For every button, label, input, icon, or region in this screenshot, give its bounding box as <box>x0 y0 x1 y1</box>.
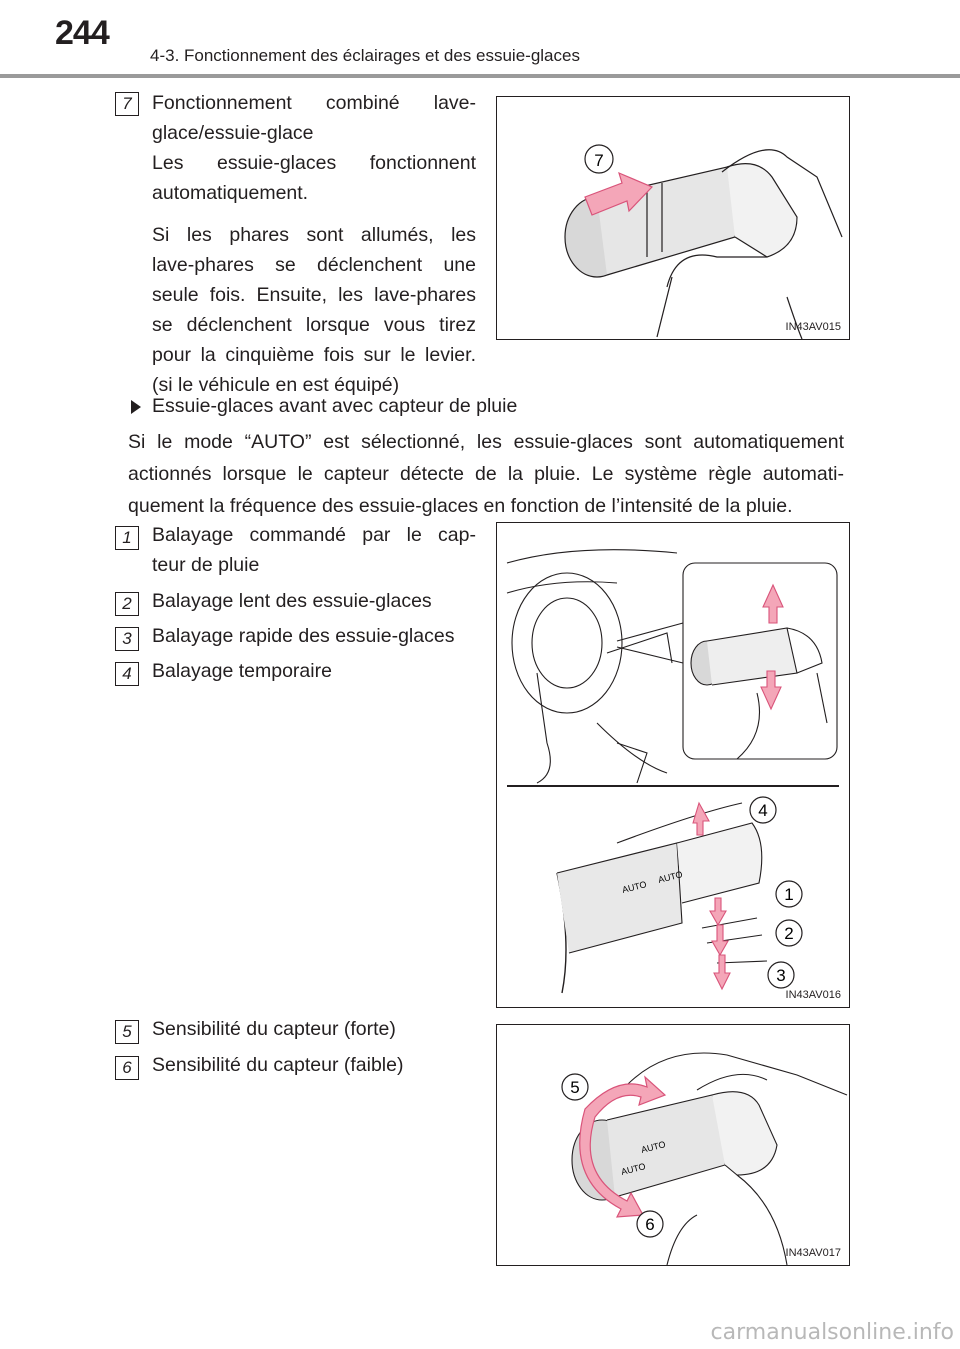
item-number-badge: 1 <box>115 526 139 550</box>
arrow-down-icon <box>714 955 730 989</box>
item-number-badge: 5 <box>115 1020 139 1044</box>
lever-auto-label: AUTO <box>640 1139 667 1155</box>
paragraph-line: actionnés lorsque le capteur détecte de la pluie. Le système règle automati- <box>128 463 844 485</box>
figure-combined-washer-lever <box>496 96 850 340</box>
figure-code: IN43AV015 <box>785 321 841 333</box>
lever-auto-label: AUTO <box>657 869 684 885</box>
paragraph-line: Si le mode “AUTO” est sélectionné, les essuie-glaces sont automatiquement <box>128 431 844 453</box>
item-number-badge: 4 <box>115 662 139 686</box>
bullet-triangle-icon <box>131 400 141 414</box>
section-title: 4-3. Fonctionnement des éclairages et des essuie-glaces <box>150 46 580 65</box>
item-line: Balayage commandé par le cap- <box>152 524 476 546</box>
figure-sensor-sensitivity-lever <box>496 1024 850 1266</box>
arrow-up-icon <box>693 803 709 835</box>
item7-para2-line: seule fois. Ensuite, les lave-phares <box>152 284 476 306</box>
item7-para1-line: automatiquement. <box>152 182 309 204</box>
figure3-callout: 6 <box>645 1215 655 1234</box>
item-description: Balayage rapide des essuie-glaces <box>152 625 455 647</box>
sensitivity-ring-illustration <box>497 1025 849 1265</box>
item-number-badge: 3 <box>115 627 139 651</box>
figure2-callout: 4 <box>758 801 768 820</box>
figure-code: IN43AV016 <box>785 989 841 1001</box>
item-description <box>152 520 476 580</box>
section-heading: Essuie-glaces avant avec capteur de pluie <box>152 395 518 417</box>
item7-para2-line: lave-phares se déclenchent une <box>152 254 476 276</box>
item7-para2-line: se déclenchent lorsque vous tirez <box>152 314 476 336</box>
figure1-callout: 7 <box>594 151 604 170</box>
item7-title-line: Fonctionnement combiné lave- <box>152 92 476 114</box>
item-description: Balayage temporaire <box>152 660 332 682</box>
item-number-badge: 7 <box>115 92 139 116</box>
lever-auto-label: AUTO <box>620 1161 647 1177</box>
arrow-down-icon <box>710 898 726 925</box>
rain-sensor-paragraph <box>128 426 844 522</box>
figure2-callout: 1 <box>784 885 794 904</box>
header-divider <box>0 74 960 78</box>
figure-code: IN43AV017 <box>785 1247 841 1259</box>
figure2-callout: 3 <box>776 966 786 985</box>
item-description: Sensibilité du capteur (forte) <box>152 1018 396 1040</box>
item7-description <box>152 88 476 400</box>
item7-para2-line: (si le véhicule en est équipé) <box>152 374 400 396</box>
item7-para2-line: Si les phares sont allumés, les <box>152 224 476 246</box>
item-number-badge: 2 <box>115 592 139 616</box>
item7-title-line: glace/essuie-glace <box>152 122 314 144</box>
lever-auto-label: AUTO <box>621 879 648 895</box>
item7-para1-line: Les essuie-glaces fonctionnent <box>152 152 476 174</box>
item-description: Sensibilité du capteur (faible) <box>152 1054 404 1076</box>
item7-para2-line: pour la cinquième fois sur le levier. <box>152 344 476 366</box>
lever-illustration <box>497 97 849 339</box>
figure-rain-sensor-lever <box>496 522 850 1008</box>
item-description: Balayage lent des essuie-glaces <box>152 590 432 612</box>
page-number: 244 <box>55 14 109 52</box>
figure2-callout: 2 <box>784 924 794 943</box>
figure3-callout: 5 <box>570 1078 580 1097</box>
dashboard-lever-illustration <box>497 523 849 1007</box>
item-number-badge: 6 <box>115 1056 139 1080</box>
item-line: teur de pluie <box>152 554 260 576</box>
watermark-logo: carmanualsonline.info <box>710 1320 954 1345</box>
paragraph-line: quement la fréquence des essuie-glaces en fonction de l’intensité de la pluie. <box>128 495 793 517</box>
